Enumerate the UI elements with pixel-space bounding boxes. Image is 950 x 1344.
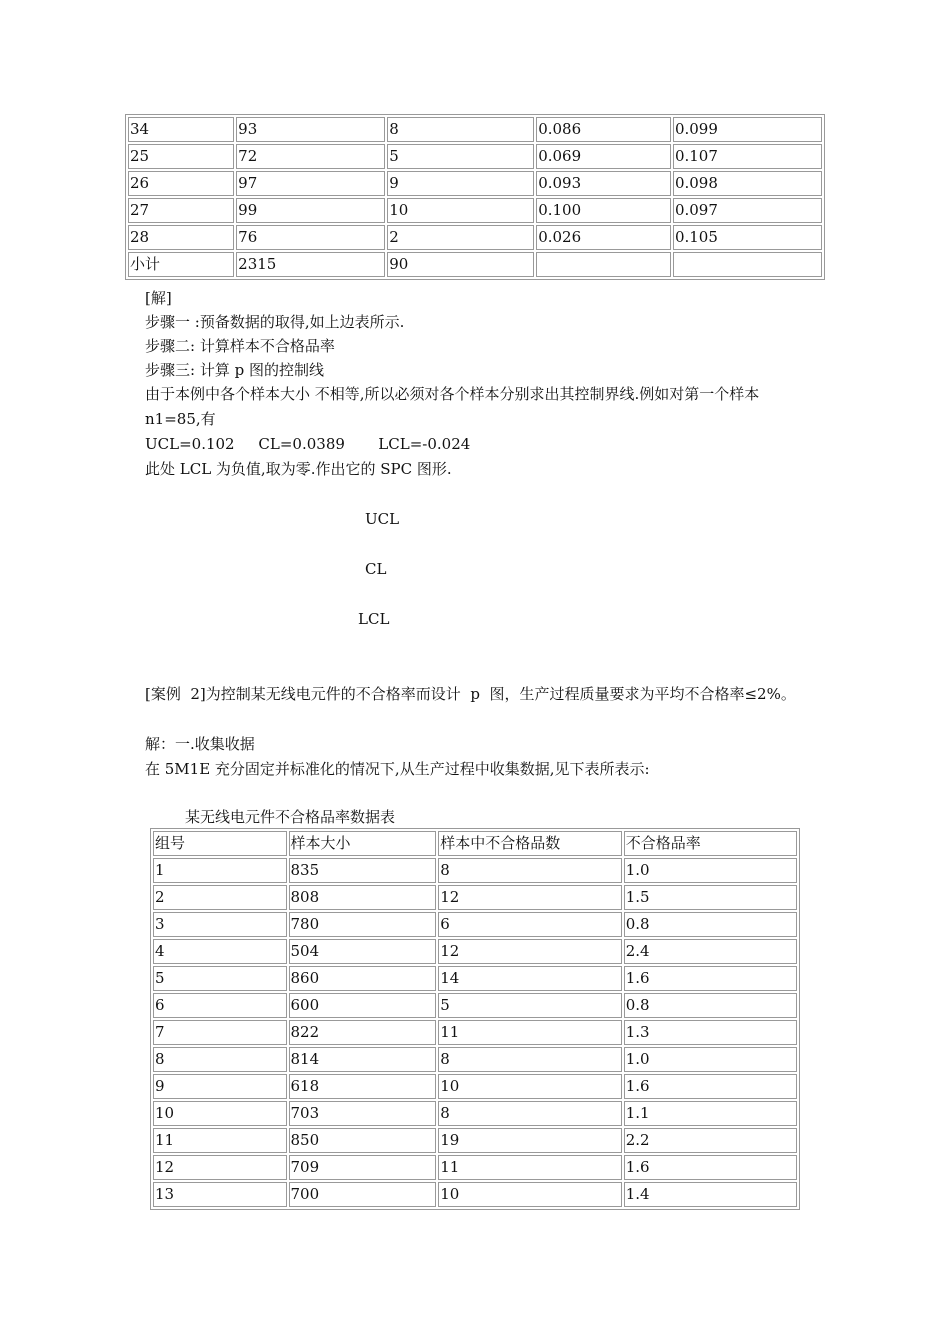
- table-row: [128, 144, 822, 169]
- table-cell: 8: [438, 1047, 621, 1072]
- header-defect-count: 样本中不合格品数: [438, 831, 621, 856]
- table-cell: 5: [438, 993, 621, 1018]
- table-row: [153, 1128, 797, 1153]
- table-cell: 0.8: [624, 912, 797, 937]
- table-cell: 14: [438, 966, 621, 991]
- table-cell: 90: [387, 252, 534, 277]
- table-cell: 860: [289, 966, 437, 991]
- table-cell: 7: [153, 1020, 287, 1045]
- table-cell: 13: [153, 1182, 287, 1207]
- table-cell: 8: [387, 117, 534, 142]
- table-row: [153, 939, 797, 964]
- step-three: 步骤三: 计算 p 图的控制线: [145, 361, 324, 379]
- table-cell: 1: [153, 858, 287, 883]
- table-cell: 709: [289, 1155, 437, 1180]
- table-cell: 8: [438, 858, 621, 883]
- table-row: [153, 966, 797, 991]
- table-row: [153, 1020, 797, 1045]
- table-row: [128, 198, 822, 223]
- table-cell: 93: [236, 117, 385, 142]
- table-cell: 0.097: [673, 198, 822, 223]
- table-cell: 5: [387, 144, 534, 169]
- table-cell: 504: [289, 939, 437, 964]
- table-cell: 1.6: [624, 1074, 797, 1099]
- header-defect-rate: 不合格品率: [624, 831, 797, 856]
- table-cell: 0.099: [673, 117, 822, 142]
- table-cell: 8: [438, 1101, 621, 1126]
- control-limits: UCL=0.102 CL=0.0389 LCL=-0.024: [145, 435, 471, 453]
- step-one: 步骤一 :预备数据的取得,如上边表所示.: [145, 313, 405, 331]
- table-cell: 1.6: [624, 1155, 797, 1180]
- table-cell: 3: [153, 912, 287, 937]
- case2-context: 在 5M1E 充分固定并标准化的情况下,从生产过程中收集数据,见下表所表示:: [145, 760, 650, 778]
- table-cell: 850: [289, 1128, 437, 1153]
- table-row: [153, 1047, 797, 1072]
- table-row: [153, 1101, 797, 1126]
- defect-rate-table-body: [153, 858, 797, 1207]
- ucl-label: UCL: [365, 510, 400, 528]
- table-cell: 99: [236, 198, 385, 223]
- table-cell: 11: [438, 1020, 621, 1045]
- table-row: [128, 171, 822, 196]
- table-cell: 10: [438, 1074, 621, 1099]
- table-cell: 618: [289, 1074, 437, 1099]
- table-cell: 9: [153, 1074, 287, 1099]
- table-cell: [536, 252, 671, 277]
- table-cell: 2.2: [624, 1128, 797, 1153]
- table-row: [153, 993, 797, 1018]
- table-cell: 10: [153, 1101, 287, 1126]
- table-cell: 19: [438, 1128, 621, 1153]
- table-row: [153, 885, 797, 910]
- table-cell: 12: [438, 885, 621, 910]
- lcl-label: LCL: [358, 610, 390, 628]
- table-row: [153, 1155, 797, 1180]
- table-cell: 780: [289, 912, 437, 937]
- table-cell: 6: [153, 993, 287, 1018]
- table-cell: 5: [153, 966, 287, 991]
- table-cell: 0.100: [536, 198, 671, 223]
- table-cell: 76: [236, 225, 385, 250]
- case2-intro: [案例 2]为控制某无线电元件的不合格率而设计 p 图，生产过程质量要求为平均不合格率≤2%。: [145, 685, 796, 703]
- solution-heading: [解]: [145, 289, 172, 307]
- table-cell: 0.069: [536, 144, 671, 169]
- table-cell: 1.0: [624, 858, 797, 883]
- table-cell: 0.026: [536, 225, 671, 250]
- table-cell: 0.107: [673, 144, 822, 169]
- table-row: [128, 252, 822, 277]
- table-cell: 6: [438, 912, 621, 937]
- table-row: [153, 912, 797, 937]
- table-cell: 822: [289, 1020, 437, 1045]
- table-caption: 某无线电元件不合格品率数据表: [185, 808, 396, 826]
- table-cell: 10: [387, 198, 534, 223]
- table-cell: 8: [153, 1047, 287, 1072]
- table-cell: 835: [289, 858, 437, 883]
- table-cell: 72: [236, 144, 385, 169]
- table-cell: 34: [128, 117, 234, 142]
- table-cell: 2315: [236, 252, 385, 277]
- table-cell: 2: [153, 885, 287, 910]
- table-cell: 1.4: [624, 1182, 797, 1207]
- table-cell: 814: [289, 1047, 437, 1072]
- table-cell: 0.098: [673, 171, 822, 196]
- table-cell: 11: [153, 1128, 287, 1153]
- cl-label: CL: [365, 560, 387, 578]
- table-row: [153, 1074, 797, 1099]
- table-cell: 1.0: [624, 1047, 797, 1072]
- table-cell: 4: [153, 939, 287, 964]
- table-cell: 1.1: [624, 1101, 797, 1126]
- sample-data-table: [125, 114, 825, 280]
- table-cell: 97: [236, 171, 385, 196]
- step-two: 步骤二: 计算样本不合格品率: [145, 337, 335, 355]
- table-cell: 1.5: [624, 885, 797, 910]
- lcl-note: 此处 LCL 为负值,取为零.作出它的 SPC 图形.: [145, 460, 452, 478]
- table-cell: 28: [128, 225, 234, 250]
- header-group-no: 组号: [153, 831, 287, 856]
- table-cell: 小计: [128, 252, 234, 277]
- table-cell: 1.6: [624, 966, 797, 991]
- table-cell: 10: [438, 1182, 621, 1207]
- table-cell: 26: [128, 171, 234, 196]
- table-cell: 1.3: [624, 1020, 797, 1045]
- defect-rate-table: [150, 828, 800, 1210]
- table-cell: 0.093: [536, 171, 671, 196]
- table-cell: 12: [438, 939, 621, 964]
- table-cell: 12: [153, 1155, 287, 1180]
- header-sample-size: 样本大小: [289, 831, 437, 856]
- table-cell: 0.8: [624, 993, 797, 1018]
- table-cell: 0.086: [536, 117, 671, 142]
- case2-step: 解：一.收集收据: [145, 735, 255, 753]
- defect-rate-table-header-row: [153, 831, 797, 856]
- table-row: [128, 117, 822, 142]
- table-cell: 11: [438, 1155, 621, 1180]
- table-cell: 700: [289, 1182, 437, 1207]
- table-row: [128, 225, 822, 250]
- table-cell: 0.105: [673, 225, 822, 250]
- sample-data-table-body: [128, 117, 822, 277]
- table-cell: 9: [387, 171, 534, 196]
- table-cell: 600: [289, 993, 437, 1018]
- table-cell: 2.4: [624, 939, 797, 964]
- table-cell: 808: [289, 885, 437, 910]
- table-row: [153, 858, 797, 883]
- table-row: [153, 1182, 797, 1207]
- explanation-text: 由于本例中各个样本大小 不相等,所以必须对各个样本分别求出其控制界线.例如对第一个样本 n1=85,有: [145, 385, 760, 428]
- table-cell: 2: [387, 225, 534, 250]
- table-cell: [673, 252, 822, 277]
- table-cell: 703: [289, 1101, 437, 1126]
- table-cell: 25: [128, 144, 234, 169]
- table-cell: 27: [128, 198, 234, 223]
